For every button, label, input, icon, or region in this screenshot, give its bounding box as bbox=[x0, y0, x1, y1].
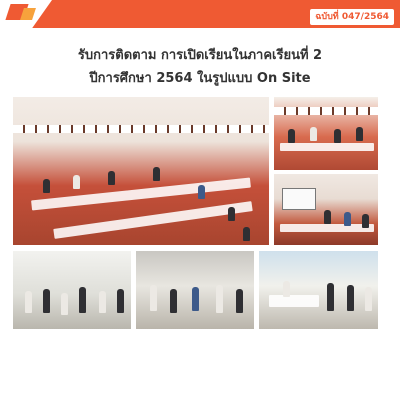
document-number-badge: ฉบับที่ 047/2564 bbox=[310, 9, 394, 25]
school-logo bbox=[8, 2, 38, 24]
photo-entrance-screening bbox=[12, 250, 132, 330]
photo-meeting-room-presentation bbox=[273, 173, 379, 246]
photo-hallway-visit bbox=[135, 250, 255, 330]
photo-outdoor-corridor-visit bbox=[258, 250, 379, 330]
page-title-line-2: ปีการศึกษา 2564 ในรูปแบบ On Site bbox=[89, 71, 311, 86]
photo-meeting-room-table bbox=[273, 96, 379, 171]
page-title-line-1: รับการติดตาม การเปิดเรียนในภาคเรียนที่ 2 bbox=[77, 48, 323, 63]
photo-meeting-room-wide bbox=[12, 96, 270, 246]
